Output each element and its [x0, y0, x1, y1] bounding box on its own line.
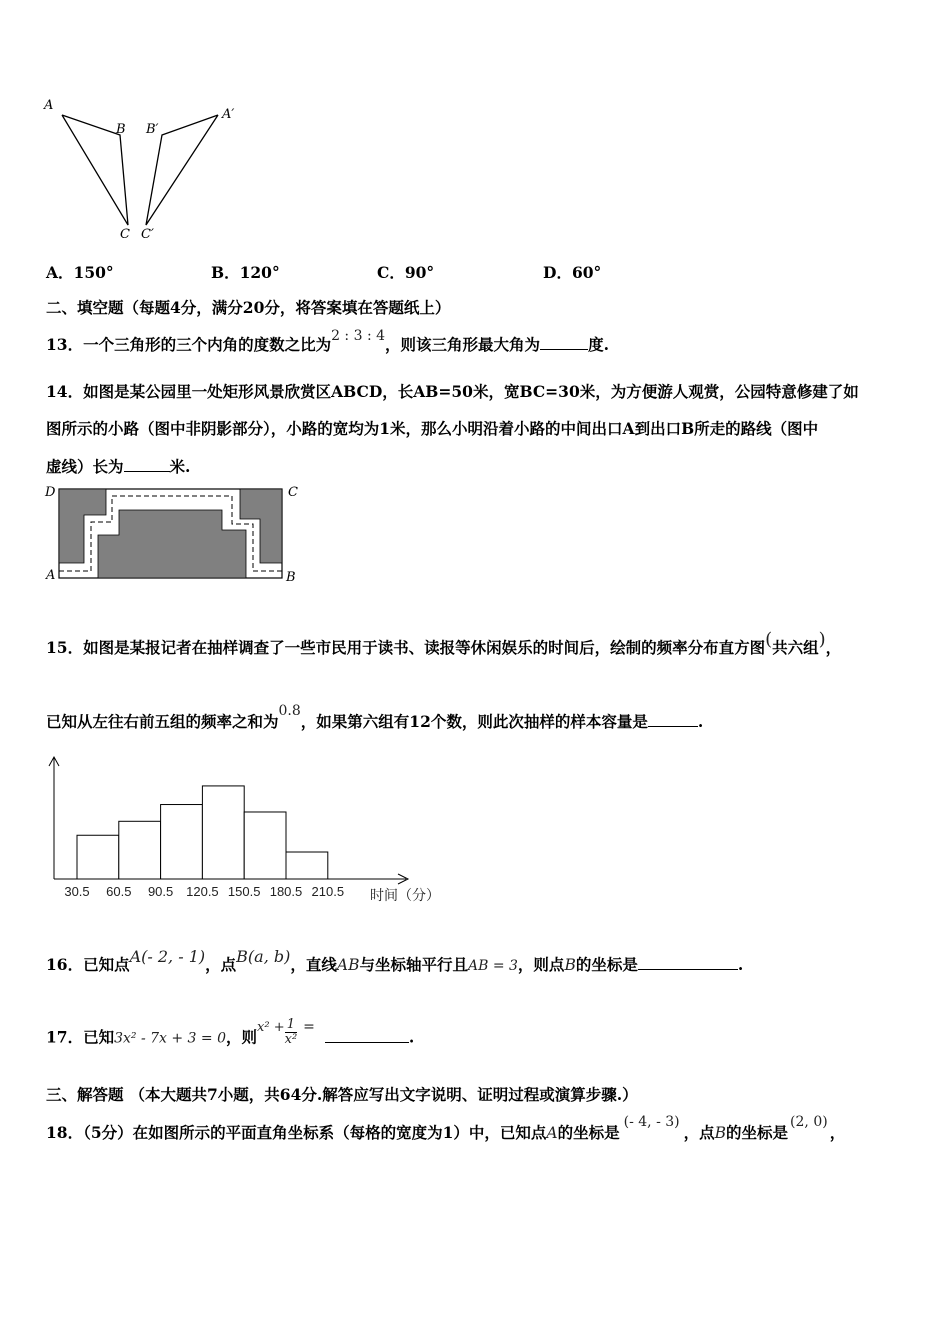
freq-sum: 0.8	[278, 703, 301, 719]
label-C: C	[120, 227, 130, 242]
option-b[interactable]: B．120°	[211, 263, 280, 282]
question-16: 16．已知点A(- 2, - 1)，点B(a, b)，直线AB与坐标轴平行且AB = 3，则点B的坐标是 .	[46, 947, 744, 974]
label-A: A	[46, 568, 56, 583]
answer-blank-14[interactable]	[124, 457, 170, 472]
histogram-bar	[202, 786, 244, 879]
x-tick-label: 60.5	[106, 884, 132, 899]
histogram-bar	[119, 821, 161, 879]
histogram-bar	[244, 812, 286, 879]
section-3-heading: 三、解答题 （本大题共7小题，共64分.解答应写出文字说明、证明过程或演算步骤.）	[46, 1085, 638, 1104]
histogram-bar	[77, 835, 119, 879]
histogram-bar	[161, 805, 203, 879]
label-B-prime: B′	[146, 122, 159, 137]
answer-blank-13[interactable]	[540, 335, 588, 350]
histogram-chart	[40, 752, 460, 912]
question-14-line3: 虚线）长为 米.	[46, 457, 191, 476]
triangles-figure	[40, 92, 250, 242]
park-figure	[44, 482, 314, 586]
label-C-prime: C′	[141, 227, 154, 242]
x-tick-label: 180.5	[269, 884, 303, 899]
option-a[interactable]: A．150°	[46, 263, 114, 282]
x-tick-label: 120.5	[186, 884, 219, 899]
ratio: 2 : 3 : 4	[331, 328, 386, 344]
question-13: 13．一个三角形的三个内角的度数之比为2 : 3 : 4，则该三角形最大角为 度.	[46, 328, 609, 354]
x-tick-label: 210.5	[311, 884, 345, 899]
answer-blank-15[interactable]	[648, 712, 698, 727]
question-18: 18．（5分）在如图所示的平面直角坐标系（每格的宽度为1）中，已知点A的坐标是(- 4, - 3)，点B的坐标是(2, 0)，	[46, 1114, 846, 1142]
question-14-line2: 图所示的小路（图中非阴影部分），小路的宽均为1米，那么小明沿着小路的中间出口A到出口B所走的路线（图中	[46, 419, 819, 438]
answer-blank-16[interactable]	[638, 955, 738, 970]
x-tick-label: 30.5	[64, 884, 90, 899]
option-d[interactable]: D．60°	[543, 263, 602, 282]
question-15-line2: 已知从左往右前五组的频率之和为0.8，如果第六组有12个数，则此次抽样的样本容量是 .	[46, 703, 704, 731]
answer-blank-17[interactable]	[325, 1028, 409, 1043]
label-B: B	[116, 122, 126, 137]
label-A-prime: A′	[222, 107, 235, 122]
question-17: 17．已知3x² - 7x + 3 = 0，则$^{x^2 +}$ $\frac{1}{\text{x²}}$ =.	[46, 1017, 415, 1047]
label-D: D	[45, 485, 56, 500]
x-axis-label: 时间（分）	[370, 887, 440, 903]
x-tick-label: 90.5	[147, 884, 174, 899]
question-15-line1: 15．如图是某报记者在抽样调查了一些市民用于读书、读报等休闲娱乐的时间后，绘制的频率分布直方图(共六组)，	[46, 629, 842, 657]
label-B: B	[286, 570, 296, 585]
section-2-heading: 二、填空题（每题4分，满分20分，将答案填在答题纸上）	[46, 298, 451, 317]
histogram-bar	[286, 852, 328, 879]
option-c[interactable]: C．90°	[377, 263, 435, 282]
x-tick-label: 150.5	[227, 884, 261, 899]
label-A: A	[44, 98, 54, 113]
question-14-line1: 14．如图是某公园里一处矩形风景欣赏区ABCD，长AB=50米，宽BC=30米，为方便游人观赏，公园特意修建了如	[46, 382, 859, 401]
label-C: C	[288, 485, 298, 500]
